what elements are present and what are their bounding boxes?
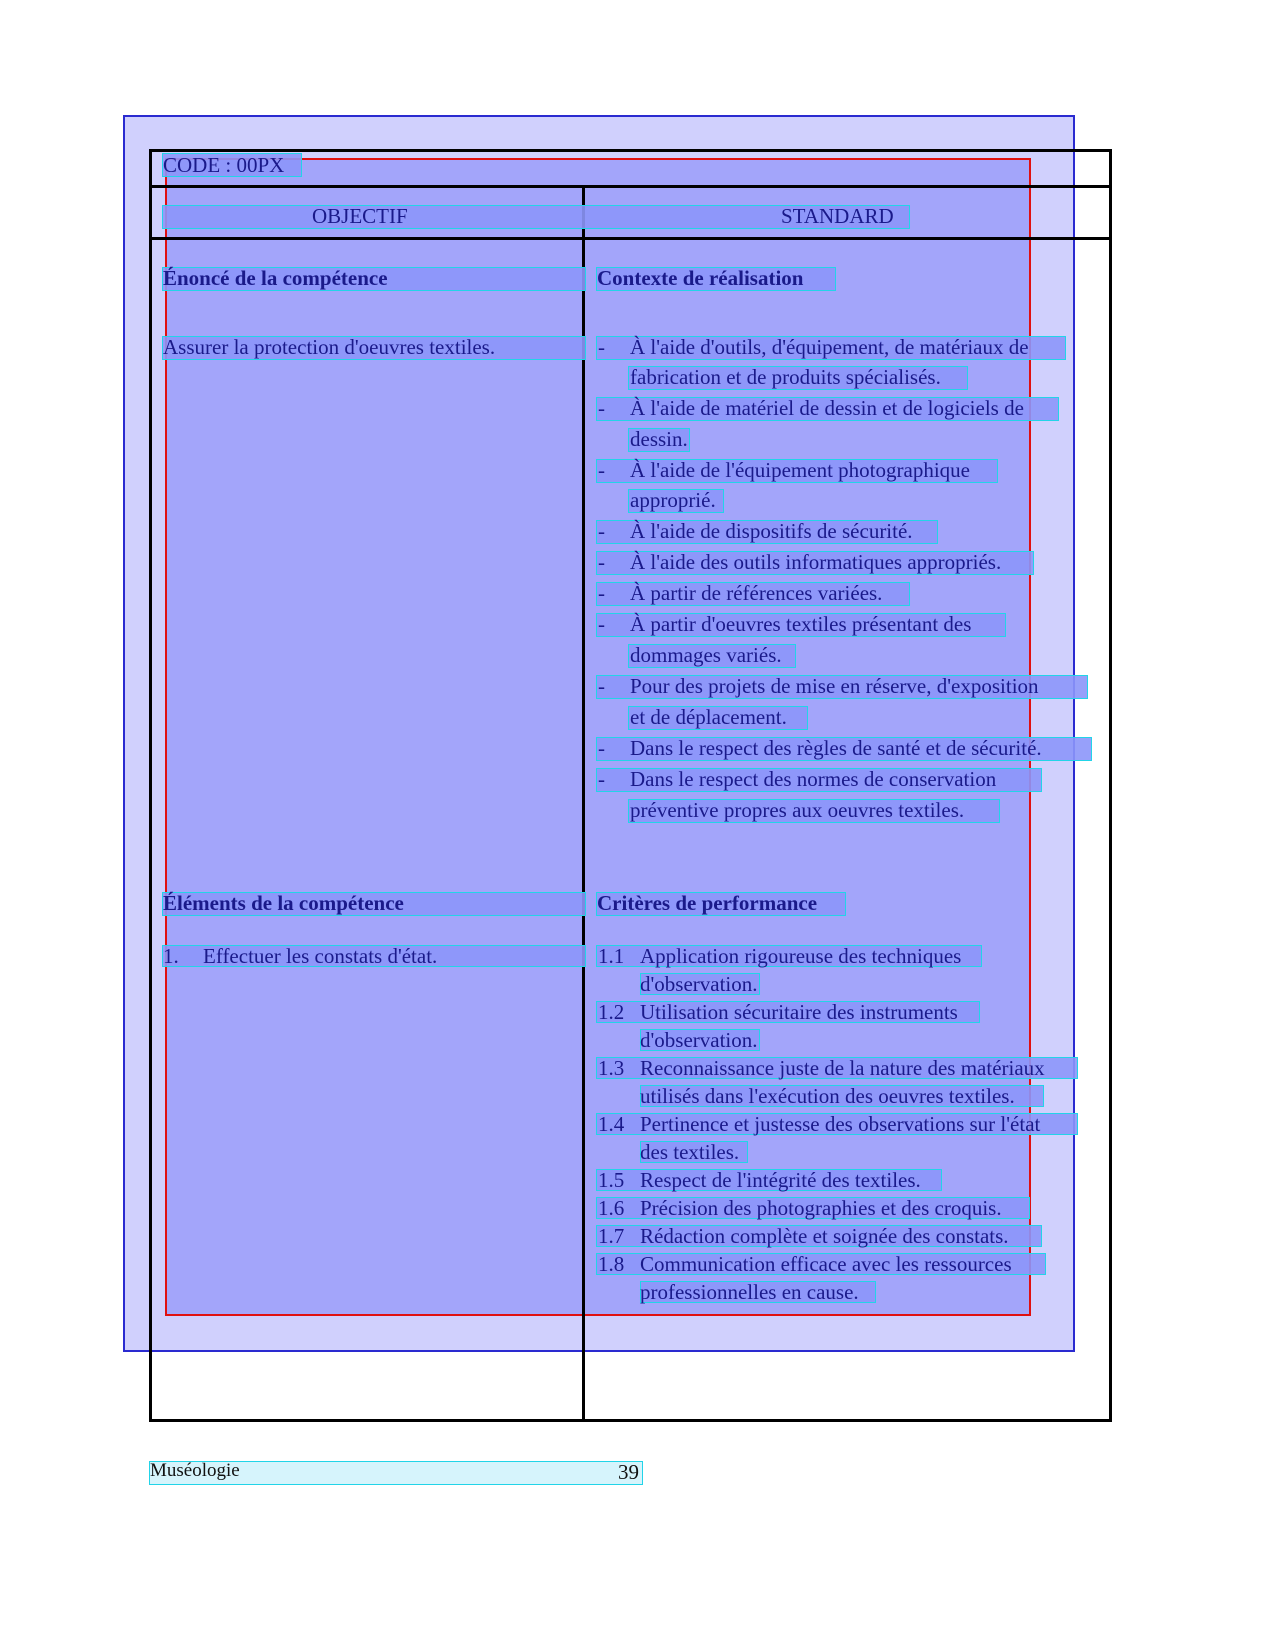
bullet-marker: -: [598, 612, 605, 636]
context-line: À partir de références variées.: [630, 581, 883, 605]
criterion-line: d'observation.: [640, 1028, 758, 1052]
context-line: Dans le respect des règles de santé et de sécurité.: [630, 736, 1042, 760]
element-text: Effectuer les constats d'état.: [203, 944, 438, 968]
criterion-number: 1.8: [598, 1252, 625, 1276]
context-line: À l'aide des outils informatiques appropriés.: [630, 550, 1002, 574]
table-row-divider-1: [149, 185, 1112, 188]
context-line: À l'aide d'outils, d'équipement, de matériaux de: [630, 335, 1029, 359]
objectif-header: OBJECTIF: [312, 204, 408, 228]
criterion-number: 1.1: [598, 944, 625, 968]
context-line: approprié.: [630, 488, 716, 512]
bullet-marker: -: [598, 519, 605, 543]
criterion-number: 1.6: [598, 1196, 625, 1220]
enonce-text: Assurer la protection d'oeuvres textiles.: [163, 335, 496, 359]
criterion-line: Précision des photographies et des croquis.: [640, 1196, 1002, 1220]
context-line: Pour des projets de mise en réserve, d'exposition: [630, 674, 1039, 698]
table-row-divider-2: [149, 237, 1112, 240]
table-border-left: [149, 149, 152, 1422]
context-line: À partir d'oeuvres textiles présentant des: [630, 612, 972, 636]
bullet-marker: -: [598, 767, 605, 791]
context-line: Dans le respect des normes de conservation: [630, 767, 997, 791]
criterion-line: Communication efficace avec les ressources: [640, 1252, 1012, 1276]
criterion-line: des textiles.: [640, 1140, 740, 1164]
table-column-divider: [582, 185, 585, 1422]
bullet-marker: -: [598, 550, 605, 574]
criterion-line: Pertinence et justesse des observations sur l'état: [640, 1112, 1041, 1136]
code-label: CODE : 00PX: [163, 153, 285, 177]
context-line: À l'aide de l'équipement photographique: [630, 458, 970, 482]
criterion-line: utilisés dans l'exécution des oeuvres textiles.: [640, 1084, 1015, 1108]
criterion-line: Utilisation sécuritaire des instruments: [640, 1000, 958, 1024]
table-border-bottom: [149, 1419, 1112, 1422]
contexte-title: Contexte de réalisation: [597, 266, 804, 290]
table-border-right: [1109, 149, 1112, 1422]
criterion-line: professionnelles en cause.: [640, 1280, 859, 1304]
context-line: À l'aide de dispositifs de sécurité.: [630, 519, 913, 543]
table-border-top: [149, 149, 1112, 152]
context-line: dessin.: [630, 427, 688, 451]
context-line: dommages variés.: [630, 643, 782, 667]
context-line: préventive propres aux oeuvres textiles.: [630, 798, 965, 822]
criterion-line: d'observation.: [640, 972, 758, 996]
criterion-number: 1.5: [598, 1168, 625, 1192]
bullet-marker: -: [598, 396, 605, 420]
bullet-marker: -: [598, 581, 605, 605]
criterion-line: Respect de l'intégrité des textiles.: [640, 1168, 921, 1192]
bullet-marker: -: [598, 674, 605, 698]
context-line: fabrication et de produits spécialisés.: [630, 365, 941, 389]
context-line: À l'aide de matériel de dessin et de logiciels de: [630, 396, 1024, 420]
criterion-line: Application rigoureuse des techniques: [640, 944, 962, 968]
footer-title: Muséologie: [150, 1460, 240, 1481]
criterion-number: 1.2: [598, 1000, 625, 1024]
bullet-marker: -: [598, 458, 605, 482]
criterion-line: Rédaction complète et soignée des constats.: [640, 1224, 1009, 1248]
standard-header: STANDARD: [781, 204, 894, 228]
criteres-title: Critères de performance: [597, 891, 818, 915]
enonce-title: Énoncé de la compétence: [163, 266, 388, 290]
criterion-line: Reconnaissance juste de la nature des matériaux: [640, 1056, 1045, 1080]
criterion-number: 1.3: [598, 1056, 625, 1080]
context-line: et de déplacement.: [630, 705, 787, 729]
criterion-number: 1.7: [598, 1224, 625, 1248]
bullet-marker: -: [598, 335, 605, 359]
criterion-number: 1.4: [598, 1112, 625, 1136]
bullet-marker: -: [598, 736, 605, 760]
elements-title: Éléments de la compétence: [163, 891, 404, 915]
element-number: 1.: [163, 944, 179, 968]
page-number: 39: [618, 1460, 639, 1484]
